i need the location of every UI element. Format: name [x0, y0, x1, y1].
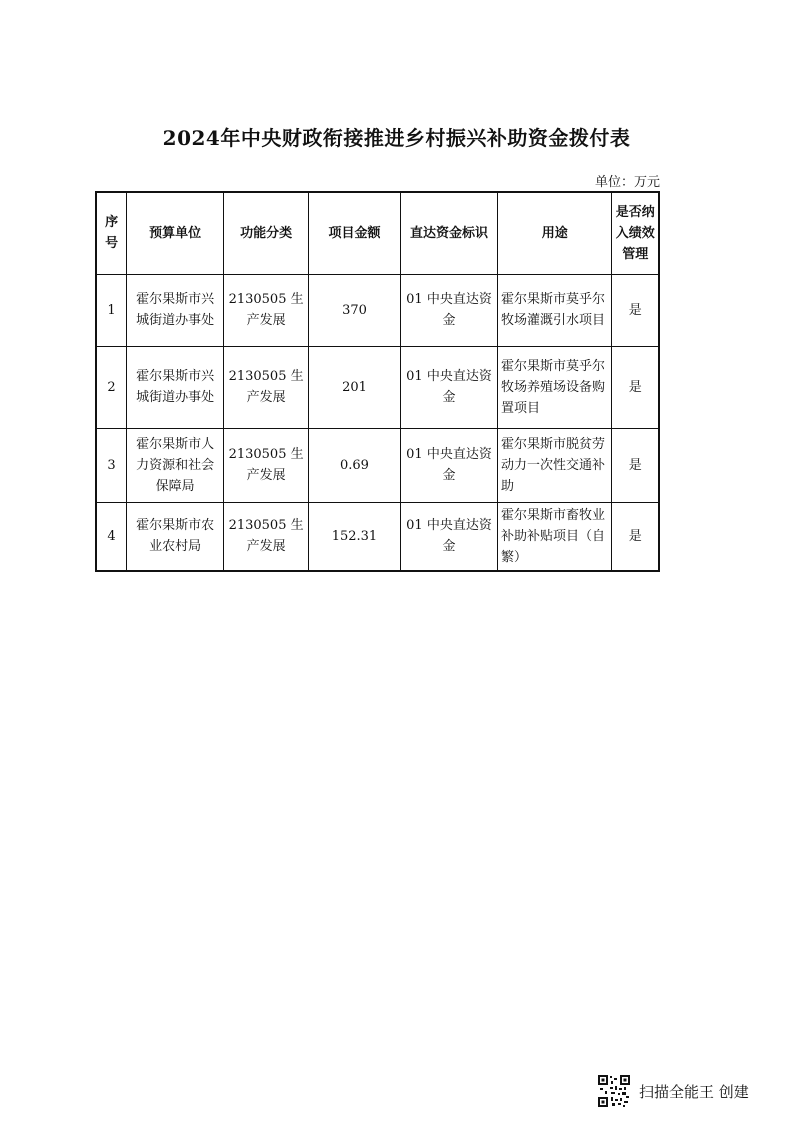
- unit-label: 单位：万元: [594, 175, 660, 190]
- cell-direct-fund-id: 01 中央直达资金: [400, 428, 497, 502]
- cell-performance-mgmt: 是: [612, 502, 659, 571]
- allocation-table: [95, 191, 660, 572]
- cell-budget-unit: 霍尔果斯市农业农村局: [127, 502, 224, 571]
- table-header-row: [96, 192, 659, 274]
- cell-purpose: 霍尔果斯市莫乎尔牧场养殖场设备购置项目: [498, 346, 612, 428]
- cell-direct-fund-id: 01 中央直达资金: [400, 502, 497, 571]
- cell-amount: 201: [309, 346, 401, 428]
- scanner-watermark: [597, 1072, 749, 1110]
- header-amount: 项目金额: [309, 192, 401, 274]
- qr-code-icon: [597, 1074, 631, 1108]
- cell-performance-mgmt: 是: [612, 274, 659, 346]
- cell-performance-mgmt: 是: [612, 346, 659, 428]
- cell-amount: 370: [309, 274, 401, 346]
- table-row: [96, 346, 659, 428]
- cell-amount: 152.31: [309, 502, 401, 571]
- table-row: [96, 502, 659, 571]
- cell-function-class: 2130505 生产发展: [224, 428, 309, 502]
- cell-purpose: 霍尔果斯市畜牧业补助补贴项目（自繁）: [498, 502, 612, 571]
- cell-performance-mgmt: 是: [612, 428, 659, 502]
- header-function-class: 功能分类: [224, 192, 309, 274]
- header-index: 序号: [96, 192, 127, 274]
- cell-amount: 0.69: [309, 428, 401, 502]
- table-row: [96, 428, 659, 502]
- table-row: [96, 274, 659, 346]
- cell-function-class: 2130505 生产发展: [224, 346, 309, 428]
- header-purpose: 用途: [498, 192, 612, 274]
- cell-direct-fund-id: 01 中央直达资金: [400, 274, 497, 346]
- header-direct-fund-id: 直达资金标识: [400, 192, 497, 274]
- cell-function-class: 2130505 生产发展: [224, 502, 309, 571]
- cell-index: 2: [96, 346, 127, 428]
- cell-function-class: 2130505 生产发展: [224, 274, 309, 346]
- cell-index: 1: [96, 274, 127, 346]
- cell-index: 3: [96, 428, 127, 502]
- cell-purpose: 霍尔果斯市脱贫劳动力一次性交通补助: [498, 428, 612, 502]
- watermark-text: 扫描全能王 创建: [639, 1082, 749, 1101]
- cell-budget-unit: 霍尔果斯市人力资源和社会保障局: [127, 428, 224, 502]
- cell-purpose: 霍尔果斯市莫乎尔牧场灌溉引水项目: [498, 274, 612, 346]
- cell-budget-unit: 霍尔果斯市兴城街道办事处: [127, 346, 224, 428]
- header-budget-unit: 预算单位: [127, 192, 224, 274]
- cell-direct-fund-id: 01 中央直达资金: [400, 346, 497, 428]
- header-performance-mgmt: 是否纳入绩效管理: [612, 192, 659, 274]
- cell-index: 4: [96, 502, 127, 571]
- document-title: 2024年中央财政衔接推进乡村振兴补助资金拨付表: [162, 126, 631, 150]
- cell-budget-unit: 霍尔果斯市兴城街道办事处: [127, 274, 224, 346]
